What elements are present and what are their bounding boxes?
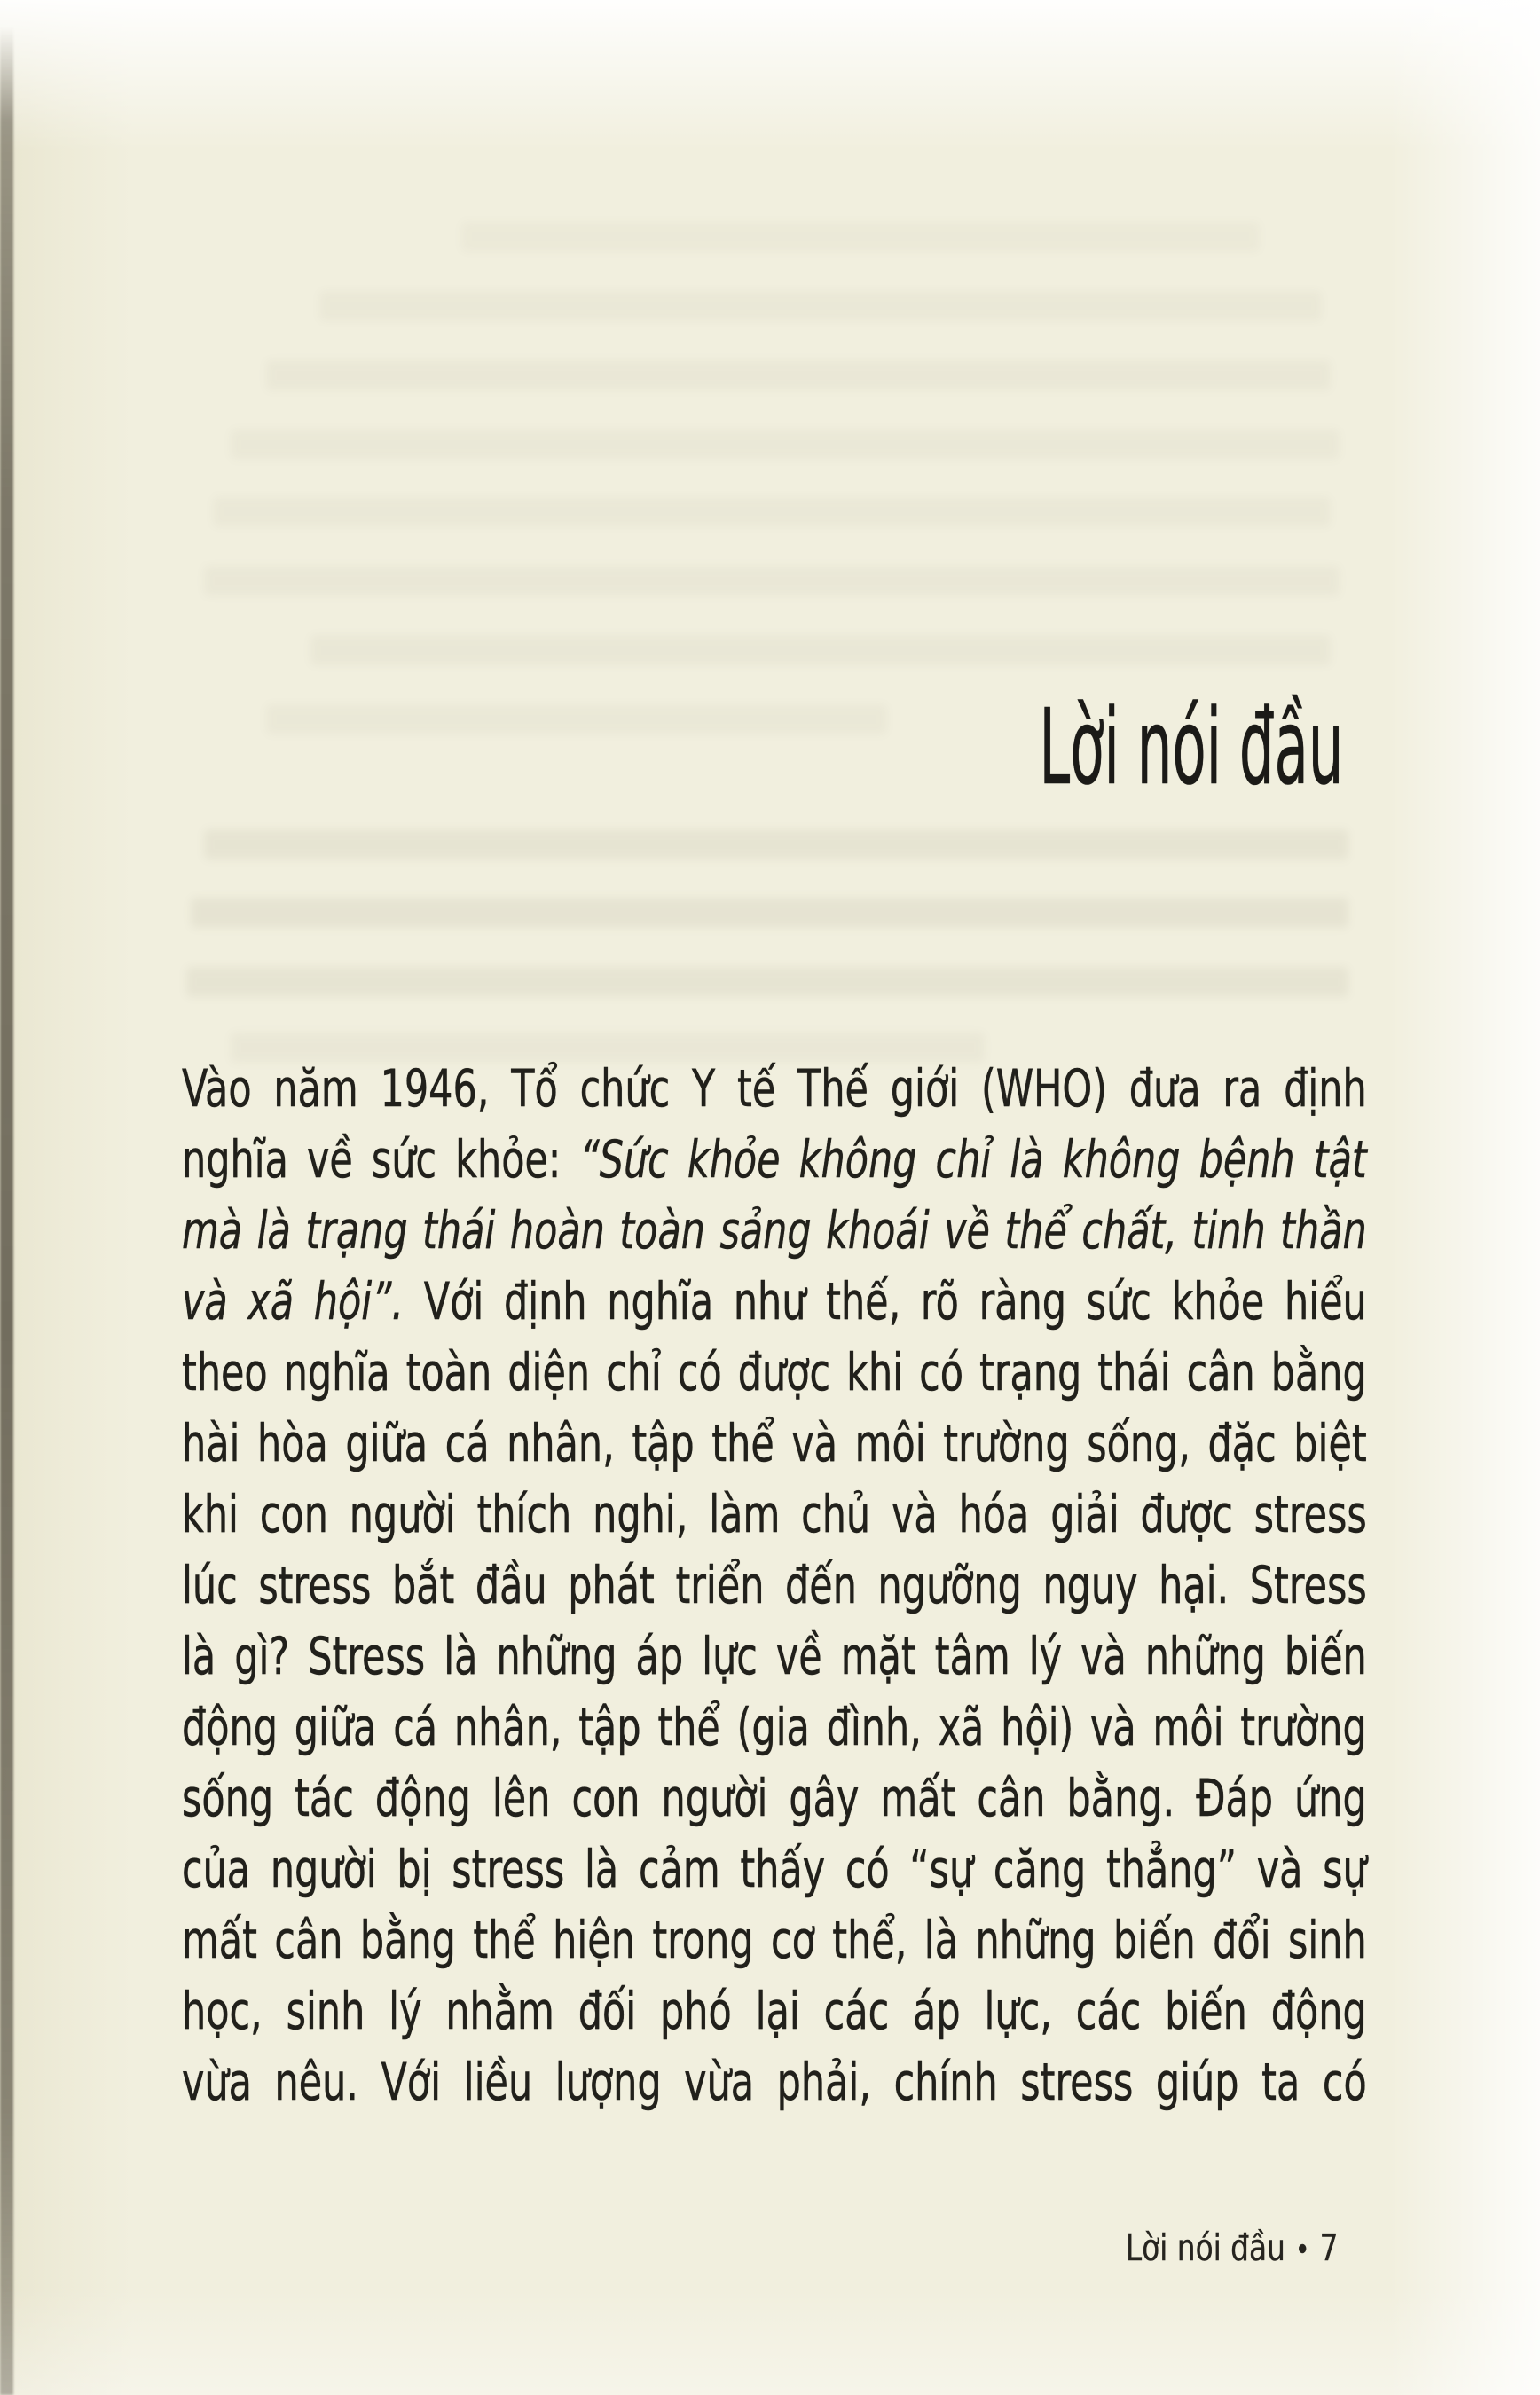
text-line <box>182 1479 1367 1550</box>
text-segment: là gì? Stress là những áp lực về mặt tâm lý và những biến <box>182 1626 1367 1686</box>
bleedthrough-line <box>461 222 1260 252</box>
bleedthrough-line <box>204 566 1340 596</box>
text-line <box>182 1053 1367 1124</box>
bleedthrough-line <box>310 635 1331 665</box>
chapter-heading: Lời nói đầu <box>1039 686 1344 808</box>
text-segment: lúc stress bắt đầu phát triển đến ngưỡng nguy hại. Stress <box>182 1555 1367 1615</box>
bleedthrough-line <box>204 829 1348 860</box>
italic-segment: mà là trạng thái hoàn toàn sảng khoái về thể chất, tinh thần <box>182 1200 1367 1260</box>
text-segment: Với định nghĩa như thế, rõ ràng sức khỏe hiểu <box>404 1271 1367 1331</box>
text-segment: vừa nêu. Với liều lượng vừa phải, chính stress giúp ta có <box>182 2052 1367 2112</box>
bleedthrough-line <box>186 967 1348 997</box>
text-line <box>182 1834 1367 1904</box>
bleedthrough-line <box>319 291 1322 321</box>
text-segment: mất cân bằng thể hiện trong cơ thể, là những biến đổi sinh <box>182 1910 1367 1970</box>
text-line <box>182 1124 1367 1195</box>
italic-segment: và xã hội”. <box>182 1271 405 1331</box>
text-segment: nghĩa về sức khỏe: <box>182 1129 580 1190</box>
bleedthrough-line <box>266 704 887 734</box>
bleedthrough-line <box>231 429 1340 459</box>
bleedthrough-line <box>191 898 1348 928</box>
running-footer <box>1125 2226 1338 2270</box>
text-line <box>182 1337 1367 1408</box>
text-line <box>182 1550 1367 1621</box>
footer-section-label: Lời nói đầu <box>1125 2226 1285 2269</box>
text-segment: học, sinh lý nhằm đối phó lại các áp lực, các biến động <box>182 1981 1367 2041</box>
italic-segment: “Sức khỏe không chỉ là không bệnh tật <box>579 1129 1367 1190</box>
bleedthrough-line <box>266 360 1331 390</box>
text-line <box>182 1266 1367 1337</box>
body-paragraph <box>182 1053 1367 2117</box>
binding-edge-shadow <box>0 27 13 2395</box>
text-line <box>182 1763 1367 1834</box>
text-segment: của người bị stress là cảm thấy có “sự căng thẳng” và sự <box>182 1839 1367 1899</box>
text-line <box>182 1195 1367 1266</box>
text-line <box>182 1975 1367 2046</box>
text-line <box>182 1904 1367 1975</box>
text-segment: khi con người thích nghi, làm chủ và hóa giải được stress <box>182 1484 1367 1544</box>
bleedthrough-line <box>213 497 1331 527</box>
text-segment: sống tác động lên con người gây mất cân bằng. Đáp ứng <box>182 1768 1367 1828</box>
text-line <box>182 1692 1367 1763</box>
text-segment: động giữa cá nhân, tập thể (gia đình, xã hội) và môi trường <box>182 1697 1367 1757</box>
footer-page-number: 7 <box>1319 2226 1338 2269</box>
footer-separator-dot: • <box>1294 2233 1309 2268</box>
text-line <box>182 2046 1367 2117</box>
text-segment: hài hòa giữa cá nhân, tập thể và môi trường sống, đặc biệt <box>182 1413 1367 1473</box>
text-line <box>182 1621 1367 1692</box>
text-segment: theo nghĩa toàn diện chỉ có được khi có trạng thái cân bằng <box>182 1342 1367 1402</box>
text-line <box>182 1408 1367 1479</box>
text-segment: Vào năm 1946, Tổ chức Y tế Thế giới (WHO) đưa ra định <box>182 1058 1367 1119</box>
